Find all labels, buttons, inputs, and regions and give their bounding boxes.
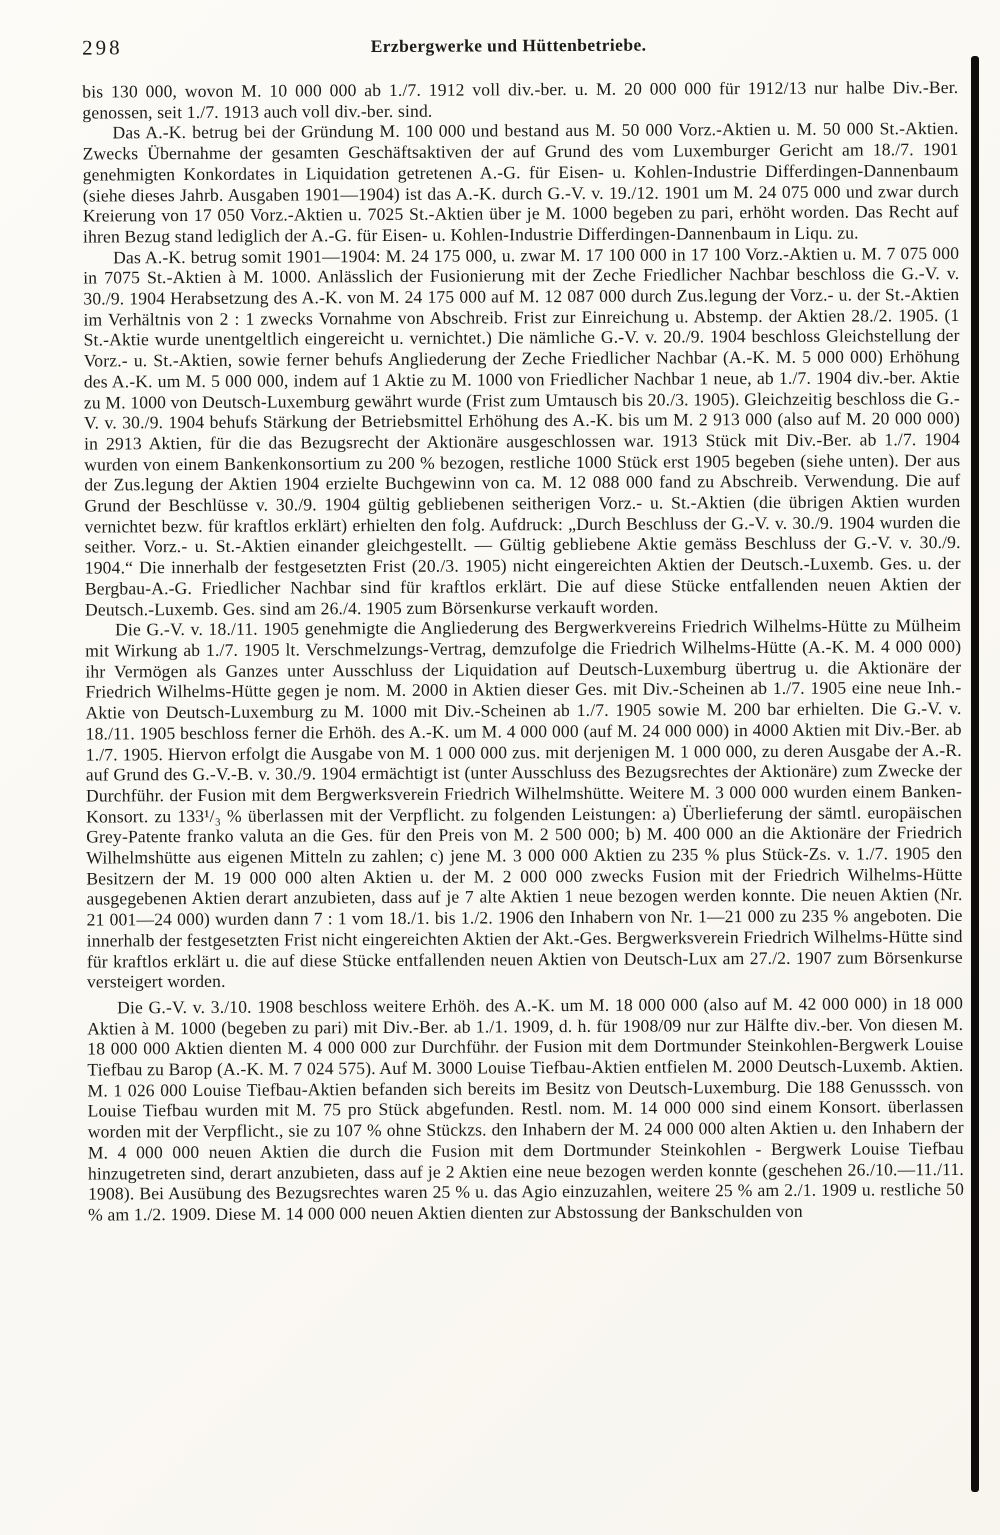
paragraph-1: bis 130 000, wovon M. 10 000 000 ab 1./7. 1912 voll div.-ber. u. M. 20 000 000 für 1912/13 nur halbe Div.-Ber. genossen, seit 1./7. 1913 auch voll div.-ber. sind. [82,76,959,123]
paragraph-5: Die G.-V. v. 3./10. 1908 beschloss weitere Erhöh. des A.-K. um M. 18 000 000 (also auf M. 42 000 000) in 18 000 Aktien à M. 1000 (begeben zu pari) mit Div.-Ber. ab 1./1. 1909, d. h. für 1908/09 nur zur Hälfte div.-ber. Von diesen M. 18 000 000 Aktien dienten M. 4 000 000 zur Durchführ. der Fusion mit dem Dortmunder Steinkohlen-Bergwerk Louise Tiefbau zu Barop (A.-K. M. 7 024 575). Auf M. 3000 Louise Tiefbau-Aktien entfielen M. 2000 Deutsch-Luxemb. Aktien. M. 1 026 000 Louise Tiefbau-Aktien befanden sich bereits im Besitz von Deutsch-Luxemburg. Die 188 Genusssch. von Louise Tiefbau wurden mit M. 75 pro Stück abgefunden. Restl. nom. M. 14 000 000 sind einem Konsort. überlassen worden mit der Verpflicht., sie zu 107 % ohne Stückzs. den Inhabern der M. 24 000 000 alten Aktien u. den Inhabern der M. 4 000 000 neuen Aktien die durch die Fusion mit dem Dortmunder Steinkohlen - Bergwerk Louise Tiefbau hinzugetreten sind, derart anzubieten, dass auf je 2 Aktien eine neue bezogen werden konnte (geschehen 26./10.—11./11. 1908). Bei Ausübung des Bezugsrechtes waren 25 % u. das Agio einzuzahlen, weitere 25 % am 2./1. 1909 u. restliche 50 % am 1./2. 1909. Diese M. 14 000 000 neuen Aktien dienten zur Abstossung der Bankschulden von [87,992,965,1225]
paragraph-3: Das A.-K. betrug somit 1901—1904: M. 24 175 000, u. zwar M. 17 100 000 in 17 100 Vorz.-Aktien u. M. 7 075 000 in 7075 St.-Aktien à M. 1000. Anlässlich der Fusionierung mit der Zeche Friedlicher Nachbar beschloss die G.-V. v. 30./9. 1904 Herabsetzung des A.-K. von M. 24 175 000 auf M. 12 087 000 durch Zus.legung der Vorz.- u. der St.-Aktien im Verhältnis von 2 : 1 zwecks Vornahme von Abschreib. Frist zur Einreichung u. Abstemp. der Aktien 28./2. 1905. (1 St.-Aktie wurde unentgeltlich eingereicht u. vernichtet.) Die nämliche G.-V. v. 20./9. 1904 beschloss Gleichstellung der Vorz.- u. St.-Aktien, sowie ferner behufs Angliederung der Zeche Friedlicher Nachbar (A.-K. M. 5 000 000) Erhöhung des A.-K. um M. 5 000 000, indem auf 1 Aktie zu M. 1000 von Friedlicher Nachbar 1 neue, ab 1./7. 1904 div.-ber. Aktie zu M. 1000 von Deutsch-Luxemburg gewährt wurde (Frist zum Umtausch bis 20./3. 1905). Gleichzeitig beschloss die G.-V. v. 30./9. 1904 behufs Stärkung der Betriebsmittel Erhöhung des A.-K. bis um M. 2 913 000 (also auf M. 20 000 000) in 2913 Aktien, für die das Bezugsrecht der Aktionäre ausgeschlossen war. 1913 Stück mit Div.-Ber. ab 1./7. 1904 wurden von einem Bankenkonsortium zu 200 % bezogen, restliche 1000 Stück erst 1905 begeben (siehe unten). Der aus der Zus.legung der Aktien 1904 erzielte Buchgewinn von ca. M. 12 088 000 fand zu Abschreib. Verwendung. Die auf Grund der Beschlüsse v. 30./9. 1904 gültig gebliebenen seitherigen Vorz.- u. St.-Aktien (die übrigen Aktien wurden vernichtet bezw. für kraftlos erklärt) erhielten den folg. Aufdruck: „Durch Beschluss der G.-V. v. 30./9. 1904 wurden die seither. Vorz.- u. St.-Aktien einander gleichgestellt. — Gültig gebliebene Aktie gemäss Beschluss der G.-V. v. 30./9. 1904.“ Die innerhalb der festgesetzten Frist (20./3. 1905) nicht eingereichten Aktien der Deutsch.-Luxemb. Ges. u. der Bergbau-A.-G. Friedlicher Nachbar sind für kraftlos erklärt. Die auf diese Stücke entfallenden neuen Aktien der Deutsch.-Luxemb. Ges. sind am 26./4. 1905 zum Börsenkurse verkauft worden. [83,242,961,620]
page-number: 298 [81,35,123,60]
scan-edge-line [971,56,979,1492]
header-title: Erzbergwerke und Hüttenbetriebe. [370,34,647,57]
paragraph-2: Das A.-K. betrug bei der Gründung M. 100 000 und bestand aus M. 50 000 Vorz.-Aktien u. M. 50 000 St.-Aktien. Zwecks Übernahme der gesamten Geschäftsaktiven der auf Grund des vom Luxemburger Gericht am 18./7. 1901 genehmigten Konkordates in Liquidation getretenen A.-G. für Eisen- u. Kohlen-Industrie Differdingen-Dannenbaum (siehe dieses Jahrb. Ausgaben 1901—1904) ist das A.-K. durch G.-V. v. 19./12. 1901 um M. 24 075 000 und zwar durch Kreierung von 17 050 Vorz.-Aktien u. 7025 St.-Aktien über je M. 1000 begeben zu pari, erhöht worden. Das Recht auf ihren Bezug stand lediglich der A.-G. für Eisen- u. Kohlen-Industrie Differdingen-Dannenbaum in Liqu. zu. [82,118,959,247]
page-content [82,77,964,1225]
page-header [82,29,935,61]
paragraph-4: Die G.-V. v. 18./11. 1905 genehmigte die Angliederung des Bergwerkvereins Friedrich Wilhelms-Hütte zu Mülheim mit Wirkung ab 1./7. 1905 lt. Verschmelzungs-Vertrag, demzufolge die Friedrich Wilhelms-Hütte (A.-K. M. 4 000 000) ihr Vermögen als Ganzes unter Ausschluss der Liquidation auf Deutsch-Luxemburg übertrug u. die Aktionäre der Friedrich Wilhelms-Hütte gegen je nom. M. 2000 in Aktien dieser Ges. mit Div.-Scheinen ab 1./7. 1905 eine neue Inh.-Aktie von Deutsch-Luxemburg zu M. 1000 mit Div.-Scheinen ab 1./7. 1905 sowie M. 200 bar erhielten. Die G.-V. v. 18./11. 1905 beschloss ferner die Erhöh. des A.-K. um M. 4 000 000 (auf M. 24 000 000) in 4000 Aktien mit Div.-Ber. ab 1./7. 1905. Hiervon erfolgt die Ausgabe von M. 1 000 000 zus. mit derjenigen M. 1 000 000, zu deren Ausgabe der A.-R. auf Grund des G.-V.-B. v. 30./9. 1904 ermächtigt ist (unter Ausschluss des Bezugsrechtes der Aktionäre) zum Zwecke der Durchführ. der Fusion mit dem Bergwerksverein Friedrich Wilhelmshütte. Weitere M. 3 000 000 wurden einem Banken-Konsort. zu 133¹/₃ % überlassen mit der Verpflicht. zu folgenden Leistungen: a) Überlieferung der sämtl. europäischen Grey-Patente franko valuta an die Ges. für den Preis von M. 2 500 000; b) M. 400 000 an die Aktionäre der Friedrich Wilhelmshütte aus eigenen Mitteln zu zahlen; c) jene M. 3 000 000 Aktien zu 235 % plus Stück-Zs. v. 1./7. 1905 den Besitzern der M. 19 000 000 alten Aktien u. der M. 2 000 000 zwecks Fusion mit der Friedrich Wilhelms-Hütte ausgegebenen Aktien derart anzubieten, dass auf je 7 alte Aktien 1 neue bezogen werden konnte. Die neuen Aktien (Nr. 21 001—24 000) wurden dann 7 : 1 vom 18./1. bis 1./2. 1906 den Inhabern von Nr. 1—21 000 zu 235 % angeboten. Die innerhalb der festgesetzten Frist nicht eingereichten Aktien der Akt.-Ges. Bergwerksverein Friedrich Wilhelms-Hütte sind für kraftlos erklärt u. die auf diese Stücke entfallenden neuen Aktien von Deutsch-Lux am 27./2. 1907 zum Börsenkurse versteigert worden. [85,615,963,992]
